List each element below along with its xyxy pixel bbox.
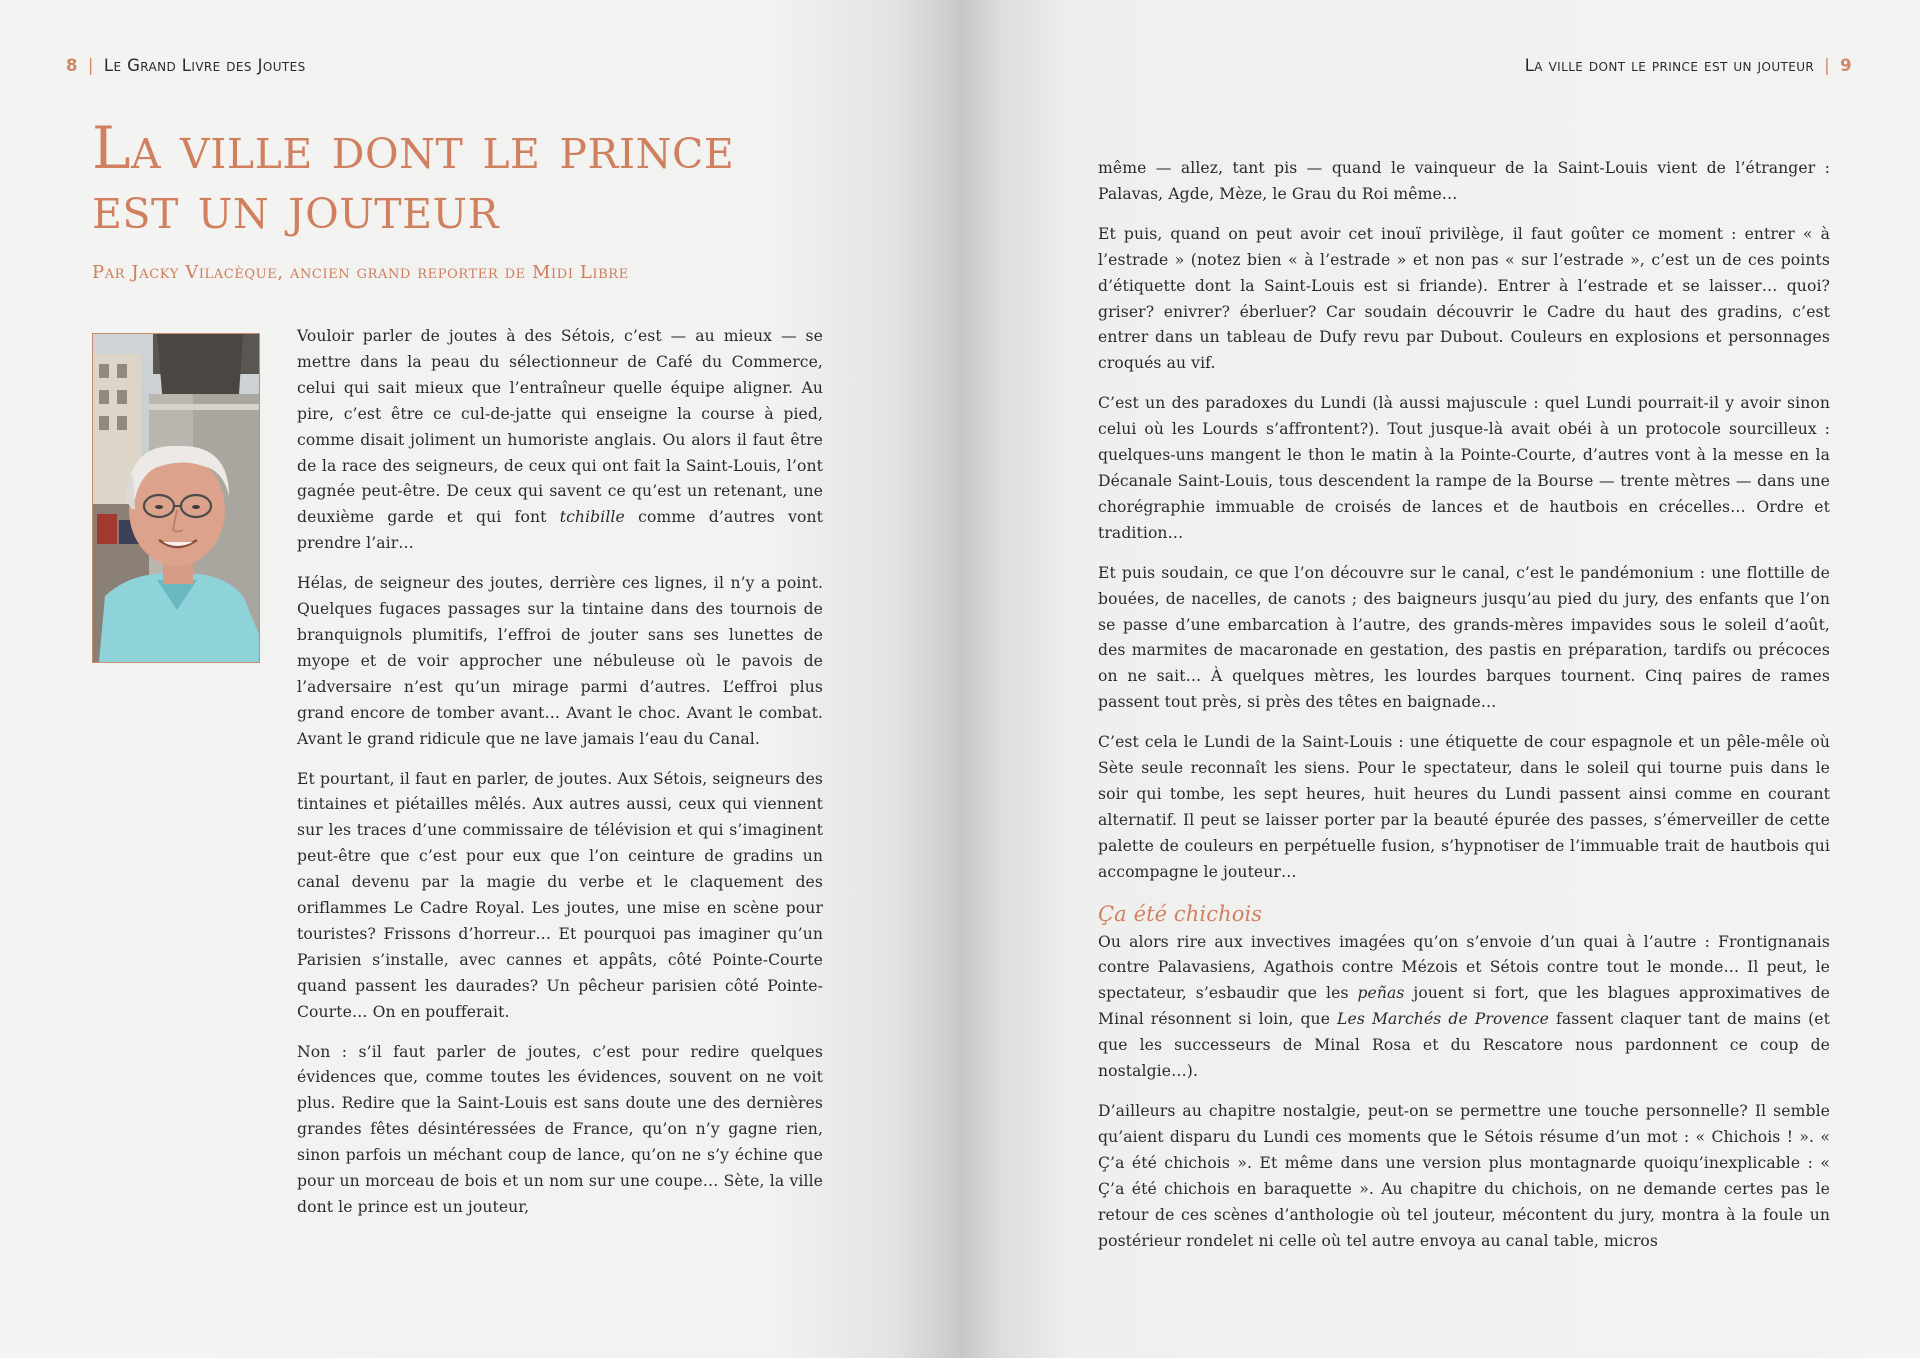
- author-portrait-photo: [92, 333, 260, 663]
- body-paragraph: Non : s’il faut parler de joutes, c’est pour redire quelques évidences que, comme toutes les évidences, souvent on ne voit plus. Redire que la Saint-Louis est sans doute une des dernières grandes fêtes désintéressées de France, qu’on n’y gagne rien, sinon parfois un méchant coup de lance, qu’on ne s’y échine que pour un morceau de bois et un nom sur une coupe… Sète, la ville dont le prince est un jouteur,: [297, 1042, 823, 1216]
- body-paragraph: C’est cela le Lundi de la Saint-Louis : une étiquette de cour espagnole et un pêle-mêle où Sète seule reconnaît les siens. Pour le spectateur, dans le soleil qui tourne puis dans le soir qui tombe, les sept heures, huit heures du Lundi passent ainsi comme en courant alternatif. Il peut se laisser porter par la beauté épurée des passes, s’émerveiller de cette palette de couleurs en perpétuelle fusion, s’hypnotiser de l’immuable trait de hautbois qui accompagne le jouteur…: [1098, 733, 1830, 881]
- article-title-line-2: est un jouteur: [92, 174, 499, 242]
- section-subheading: Ça été chichois: [1098, 901, 1263, 926]
- italic-term: peñas: [1357, 984, 1405, 1003]
- folio-separator: |: [87, 56, 94, 75]
- right-body-column: [1098, 156, 1830, 1268]
- body-paragraph: Vouloir parler de joutes à des Sétois, c’est — au mieux — se mettre dans la peau du sélectionneur de Café du Commerce, celui qui sait mieux que l’entraîneur quelle équipe aligner. Au pire, c’est être ce cul-de-jatte qui enseigne la course à pied, comme disait joliment un humoriste anglais. Ou alors il faut être de la race des seigneurs, de ceux qui ont fait la Saint-Louis, l’ont gagnée peut-être. De ceux qui savent ce qu’est un retenant, une deuxième garde et qui font tchibille comme d’autres vont prendre l’air…: [297, 327, 824, 553]
- italic-term: tchibille: [559, 508, 625, 527]
- article-title: [92, 114, 872, 242]
- left-body-column: [297, 324, 823, 1235]
- right-running-header: [1525, 56, 1852, 75]
- folio-separator: |: [1824, 56, 1831, 75]
- left-running-title: Le Grand Livre des Joutes: [103, 56, 306, 75]
- body-paragraph: Et pourtant, il faut en parler, de joutes. Aux Sétois, seigneurs des tintaines et piétailles mêlés. Aux autres aussi, ceux qui viennent sur les traces d’une commissaire de télévision et qui s’imaginent peut-être que c’est pour eux que l’on ceinture de gradins un canal devenu par la magie du verbe et le claquement des oriflammes Le Cadre Royal. Les joutes, une mise en scène pour touristes? Frissons d’horreur… Et pourquoi pas imaginer qu’un Parisien s’installe, avec cannes et appâts, côté Pointe-Courte quand passent les daurades? Un pêcheur parisien côté Pointe-Courte… On en poufferait.: [297, 769, 823, 1021]
- left-running-header: [66, 56, 306, 75]
- italic-title: Les Marchés de Provence: [1337, 1010, 1549, 1029]
- body-paragraph: C’est un des paradoxes du Lundi (là aussi majuscule : quel Lundi pourrait-il y avoir sinon celui où les Lourds s’affrontent?). Tout jusque-là avait obéi à un protocole sourcilleux : quelques-uns mangent le thon le matin à la Pointe-Courte, d’autres vont à la messe en la Décanale Saint-Louis, tous descendent la rampe de la Bourse — trente mètres — dans une chorégraphie immuable de croisés de lances et de hautbois en crécelles… Ordre et tradition…: [1098, 394, 1830, 542]
- left-page-number: 8: [66, 56, 78, 75]
- right-page-number: 9: [1840, 56, 1852, 75]
- body-paragraph: Et puis soudain, ce que l’on découvre sur le canal, c’est le pandémonium : une flottille de bouées, de nacelles, de canots ; des baigneurs jusqu’au pied du jury, des enfants que l’on se passe d’une embarcation à l’autre, des grands-mères impavides sous le soleil d’août, des marmites de macaronade en gestation, des pastis en préparation, tardifs ou précoces on ne sait… À quelques mètres, les lourdes barques tournent. Cinq paires de rames passent tout près, si près des têtes en baignade…: [1098, 563, 1830, 712]
- right-page: [960, 0, 1920, 1358]
- author-portrait-illustration: [93, 334, 259, 662]
- right-running-title: La ville dont le prince est un jouteur: [1524, 56, 1815, 75]
- body-paragraph: Et puis, quand on peut avoir cet inouï privilège, il faut goûter ce moment : entrer « à l’estrade » (notez bien « à l’estrade » et non pas « sur l’estrade », c’est un de ces points d’étiquette dont la Saint-Louis est si friande). Entrer à l’estrade et se laisser… quoi? griser? enivrer? éberluer? Car soudain découvrir le Cadre du haut des gradins, c’est entrer dans un tableau de Dufy revu par Dubout. Couleurs en explosions et personnages croqués au vif.: [1098, 224, 1830, 373]
- body-paragraph: Hélas, de seigneur des joutes, derrière ces lignes, il n’y a point. Quelques fugaces passages sur la tintaine dans des tournois de branquignols plumitifs, l’effroi de jouter sans ses lunettes de myope et de voir approcher une nébuleuse où le pavois de l’adversaire n’est qu’un mirage parmi d’autres. L’effroi plus grand encore de tomber avant… Avant le choc. Avant le combat. Avant le grand ridicule que ne lave jamais l’eau du Canal.: [297, 574, 823, 748]
- body-paragraph: D’ailleurs au chapitre nostalgie, peut-on se permettre une touche personnelle? Il semble qu’aient disparu du Lundi ces moments que le Sétois résume d’un mot : « Chichois ! ». « Ç’a été chichois ». Et même dans une version plus montagnarde quoiqu’inexplicable : « Ç’a été chichois en baraquette ». Au chapitre du chichois, on ne demande certes pas le retour de ces scènes d’anthologie où tel jouteur, mécontent du jury, montra à la foule un postérieur rondelet ni celle où tel autre envoya au canal table, micros: [1098, 1102, 1830, 1250]
- article-title-line-1: La ville dont le prince: [92, 114, 735, 182]
- article-byline: Par Jacky Vilacèque, ancien grand reporter de Midi Libre: [92, 262, 629, 283]
- body-paragraph: même — allez, tant pis — quand le vainqueur de la Saint-Louis vient de l’étranger : Palavas, Agde, Mèze, le Grau du Roi même…: [1098, 159, 1830, 203]
- body-paragraph: Ou alors rire aux invectives imagées qu’on s’envoie d’un quai à l’autre : Frontignanais contre Palavasiens, Agathois contre Mézois et Sétois contre tout le monde… Il peut, le spectateur, s’esbaudir que les peñas jouent si fort, que les blagues approximatives de Minal résonnent si loin, que Les Marchés de Provence fassent claquer tant de mains (et que les successeurs de Minal Rosa et du Rescatore nous pardonnent ce coup de nostalgie…).: [1098, 932, 1830, 1081]
